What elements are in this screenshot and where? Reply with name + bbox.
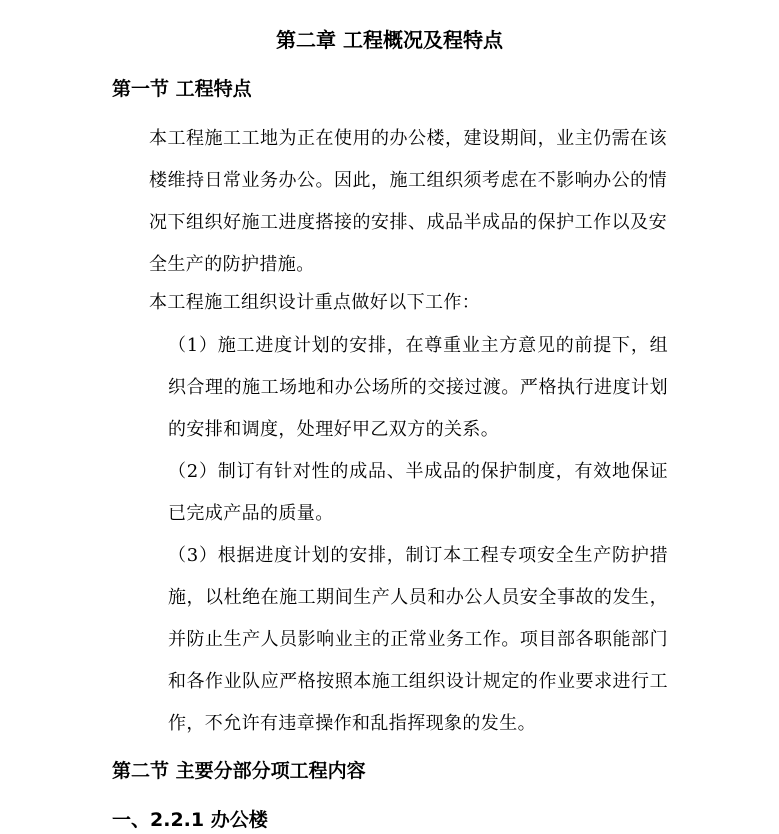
intro-paragraph: 本工程施工工地为正在使用的办公楼，建设期间，业主仍需在该楼维持日常业务办公。因此，施工组织须考虑在不影响办公的情况下组织好施工进度搭接的安排、成品半成品的保护工作以及安全生产的防护措施。: [149, 128, 667, 275]
list-item-1: （1）施工进度计划的安排，在尊重业主方意见的前提下，组织合理的施工场地和办公场所的交接过渡。严格执行进度计划的安排和调度，处理好甲乙双方的关系。: [168, 335, 668, 440]
section-heading-characteristics: 第一节 工程特点: [112, 78, 252, 100]
section-heading-scope: 第二节 主要分部分项工程内容: [112, 760, 366, 782]
list-item-2: （2）制订有针对性的成品、半成品的保护制度，有效地保证已完成产品的质量。: [168, 461, 668, 524]
subsection-heading-office: 一、2.2.1 办公楼: [112, 809, 268, 831]
chapter-title: 第二章 工程概况及程特点: [276, 28, 503, 52]
lead-paragraph: 本工程施工组织设计重点做好以下工作：: [149, 292, 481, 313]
list-item-3: （3）根据进度计划的安排，制订本工程专项安全生产防护措施，以杜绝在施工期间生产人员和办公人员安全事故的发生，并防止生产人员影响业主的正常业务工作。项目部各职能部门和各作业队应严格按照本施工组织设计规定的作业要求进行工作，不允许有违章操作和乱指挥现象的发生。: [168, 545, 668, 734]
